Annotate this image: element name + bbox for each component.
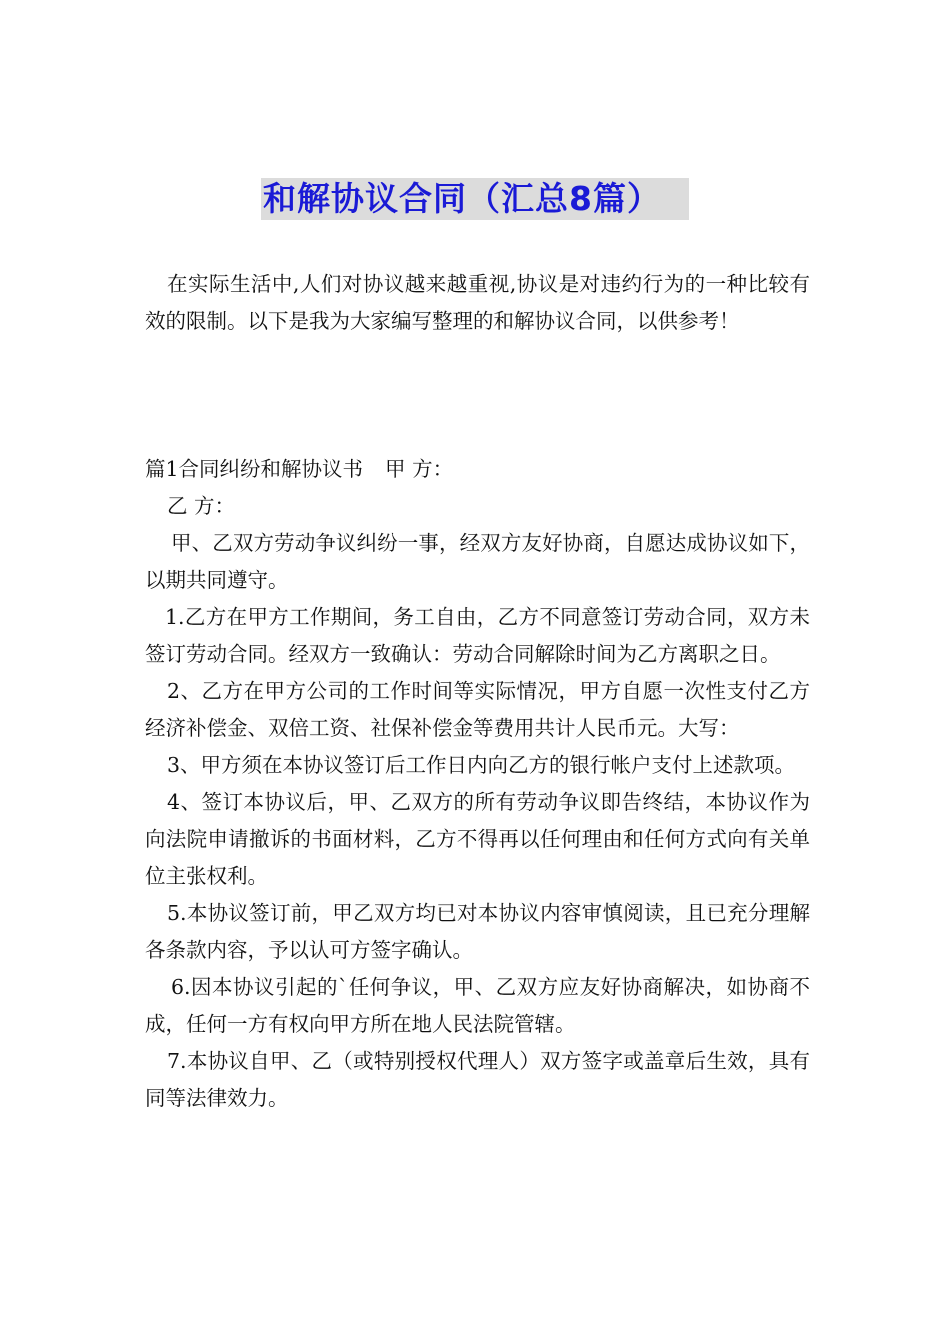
clause-1: 1.乙方在甲方工作期间，务工自由，乙方不同意签订劳动合同，双方未签订劳动合同。经双方一致确认：劳动合同解除时间为乙方离职之日。 xyxy=(145,605,810,666)
document-title: 和解协议合同（汇总8篇） xyxy=(261,178,689,220)
clause-4: 4、签订本协议后，甲、乙双方的所有劳动争议即告终结，本协议作为向法院申请撤诉的书面材料，乙方不得再以任何理由和任何方式向有关单位主张权利。 xyxy=(145,790,810,888)
clause-2: 2、乙方在甲方公司的工作时间等实际情况，甲方自愿一次性支付乙方经济补偿金、双倍工资、社保补偿金等费用共计人民币元。大写： xyxy=(145,679,810,740)
intro-block xyxy=(145,266,810,340)
clause-5: 5.本协议签订前，甲乙双方均已对本协议内容审慎阅读，且已充分理解各条款内容，予以认可方签字确认。 xyxy=(145,901,810,962)
party-a-label: 甲 方： xyxy=(385,457,454,481)
clause-7: 7.本协议自甲、乙（或特别授权代理人）双方签字或盖章后生效，具有同等法律效力。 xyxy=(145,1049,810,1110)
preamble-paragraph: 甲、乙双方劳动争议纠纷一事，经双方友好协商，自愿达成协议如下，以期共同遵守。 xyxy=(145,531,810,592)
intro-paragraph: 在实际生活中,人们对协议越来越重视,协议是对违约行为的一种比较有效的限制。以下是我为大家编写整理的和解协议合同，以供参考！ xyxy=(145,272,810,333)
section-heading-line xyxy=(145,451,810,488)
title-container xyxy=(0,178,950,220)
clause-6: 6.因本协议引起的`任何争议，甲、乙双方应友好协商解决，如协商不成，任何一方有权向甲方所在地人民法院管辖。 xyxy=(145,975,810,1036)
clause-3: 3、甲方须在本协议签订后工作日内向乙方的银行帐户支付上述款项。 xyxy=(167,753,796,777)
section-1 xyxy=(145,451,810,1117)
party-b-label: 乙 方： xyxy=(167,494,236,518)
section-heading: 篇1合同纠纷和解协议书 xyxy=(145,457,364,481)
